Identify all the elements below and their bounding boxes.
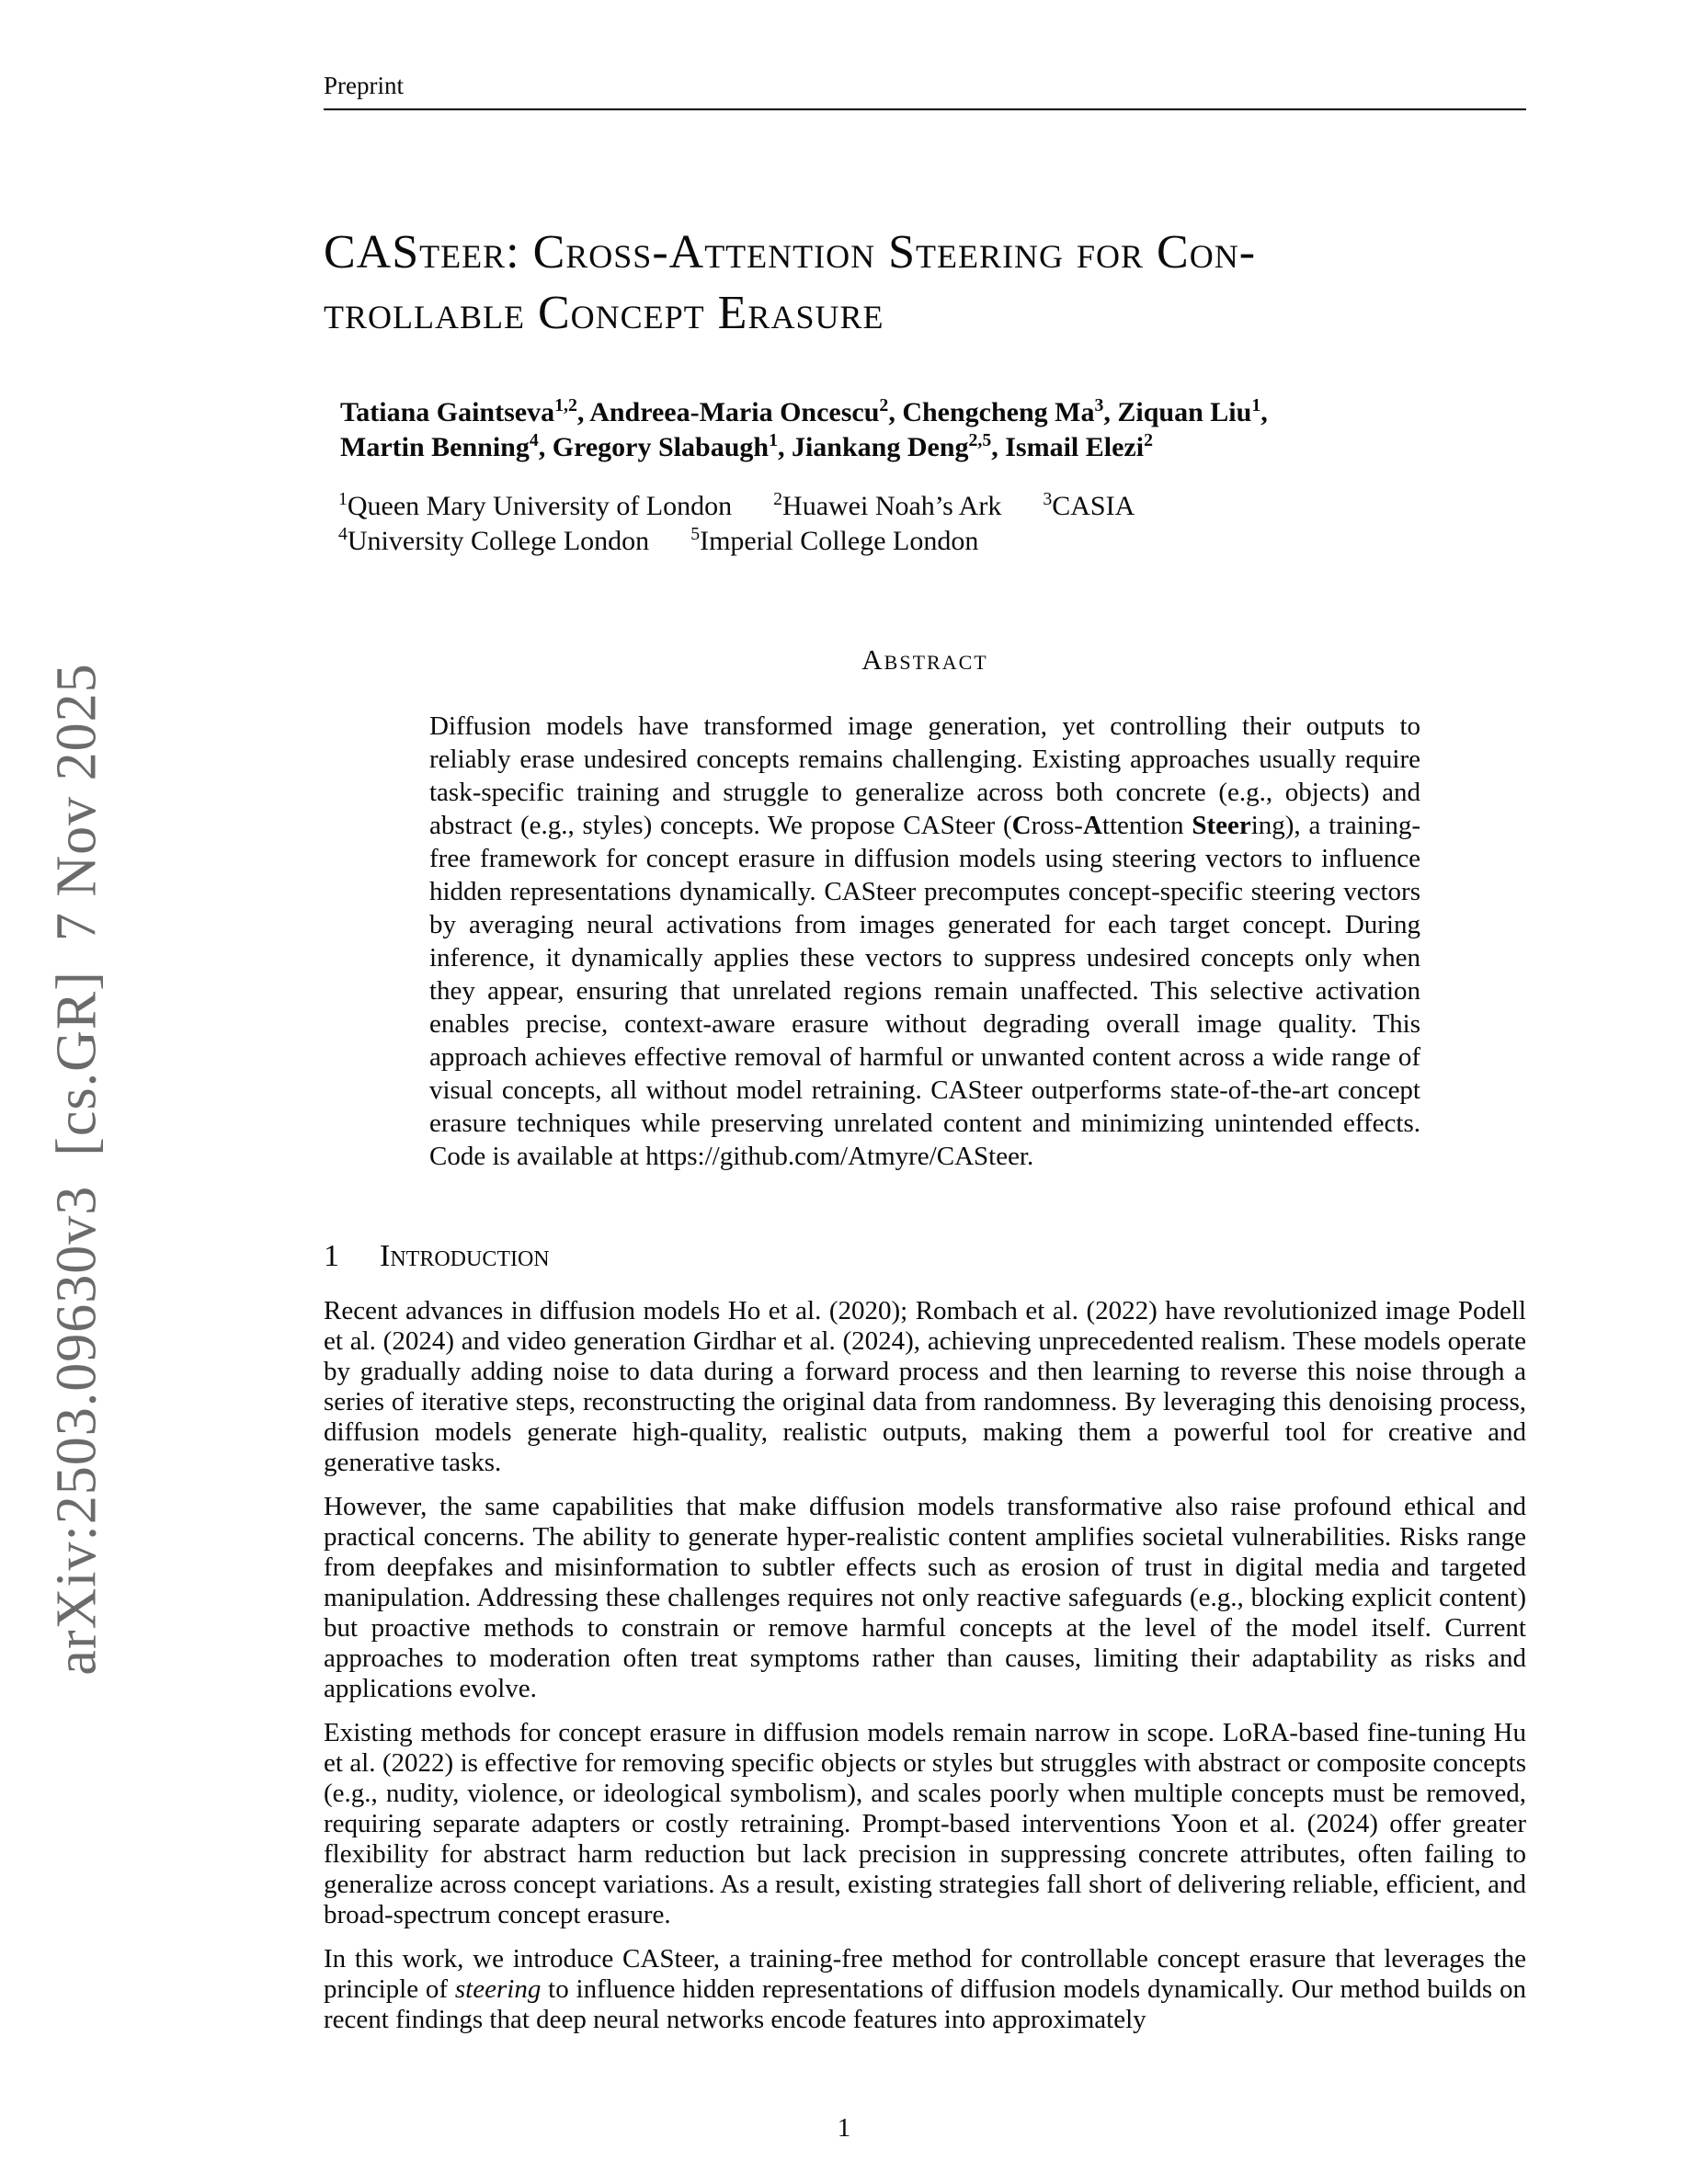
page-number: 1 — [837, 2113, 851, 2143]
paper-title — [324, 222, 1526, 344]
intro-paragraph-3: Existing methods for concept erasure in diffusion models remain narrow in scope. LoRA-based fine-tuning Hu et al. (2022) is effective for removing specific objects or styles but struggles with abstract or composite concepts (e.g., nudity, violence, or ideological symbolism), and scales poorly when multiple concepts must be removed, requiring separate adapters or costly retraining. Prompt-based interventions Yoon et al. (2024) offer greater flexibility for abstract harm reduction but lack precision in suppressing concrete attributes, often failing to generalize across concept variations. As a result, existing strategies fall short of delivering reliable, efficient, and broad-spectrum concept erasure. — [324, 1718, 1526, 1929]
title-line-1: CASteer: Cross-Attention Steering for Con- — [324, 226, 1257, 279]
arxiv-banner: arXiv:2503.09630v3 [cs.GR] 7 Nov 2025 — [45, 663, 108, 1676]
section-number: 1 — [324, 1239, 339, 1273]
affiliation-line-2: $^4$University College London $^5$Imperial College London — [338, 524, 979, 556]
abstract-heading: Abstract — [861, 643, 988, 676]
title-line-2: trollable Concept Erasure — [324, 287, 884, 339]
preprint-label: Preprint — [324, 72, 404, 99]
affiliations-block — [324, 489, 1526, 559]
intro-paragraph-2: However, the same capabilities that make diffusion models transformative also raise profound ethical and practical concerns. The ability to generate hyper-realistic content amplifies societal vulnerabilities. Risks range from deepfakes and misinformation to subtler effects such as erosion of trust in digital media and targeted manipulation. Addressing these challenges requires not only reactive safeguards (e.g., blocking explicit content) but proactive methods to constrain or remove harmful concepts at the level of the model itself. Current approaches to moderation often treat symptoms rather than causes, limiting their adaptability as risks and applications evolve. — [324, 1492, 1526, 1703]
section-title: Introduction — [380, 1239, 550, 1273]
author-line-1: Tatiana Gaintseva$^{1,2}$, Andreea-Maria Oncescu$^2$, Chengcheng Ma$^3$, Ziquan Liu$^1$, — [340, 395, 1268, 427]
intro-paragraph-1: Recent advances in diffusion models Ho et al. (2020); Rombach et al. (2022) have revolutionized image Podell et al. (2024) and video generation Girdhar et al. (2024), achieving unprecedented realism. These models operate by gradually adding noise to data during a forward process and then learning to reverse this noise through a series of iterative steps, reconstructing the original data from randomness. By leveraging this denoising process, diffusion models generate high-quality, realistic outputs, making them a powerful tool for creative and generative tasks. — [324, 1296, 1526, 1477]
inline-link[interactable]: https://github.com/Atmyre/CASteer — [645, 1142, 1027, 1171]
authors-block — [324, 395, 1526, 465]
intro-paragraph-4: In this work, we introduce CASteer, a training-free method for controllable concept erasure that leverages the principle of steering to influence hidden representations of diffusion models dynamically. Our method builds on recent findings that deep neural networks encode features into approximately — [324, 1944, 1526, 2034]
header-rule — [324, 72, 1526, 110]
abstract-text: Diffusion models have transformed image generation, yet controlling their outputs to reliably erase undesired concepts remains challenging. Existing approaches usually require task-specific training and struggle to generalize across both concrete (e.g., objects) and abstract (e.g., styles) concepts. We propose CASteer (Cross-Attention Steering), a training-free framework for concept erasure in diffusion models using steering vectors to influence hidden representations dynamically. CASteer precomputes concept-specific steering vectors by averaging neural activations from images generated for each target concept. During inference, it dynamically applies these vectors to suppress undesired concepts only when they appear, ensuring that unrelated regions remain unaffected. This selective activation enables precise, context-aware erasure without degrading overall image quality. This approach achieves effective removal of harmful or unwanted content across a wide range of visual concepts, all without model retraining. CASteer outperforms state-of-the-art concept erasure techniques while preserving unrelated content and minimizing unintended effects. Code is available at https://github.com/Atmyre/CASteer. — [429, 711, 1420, 1171]
section-1-heading — [324, 1239, 1526, 1274]
author-line-2: Martin Benning$^4$, Gregory Slabaugh$^1$, Jiankang Deng$^{2,5}$, Ismail Elezi$^2$ — [340, 430, 1153, 462]
affiliation-line-1: $^1$Queen Mary University of London $^2$Huawei Noah’s Ark $^3$CASIA — [338, 489, 1135, 521]
